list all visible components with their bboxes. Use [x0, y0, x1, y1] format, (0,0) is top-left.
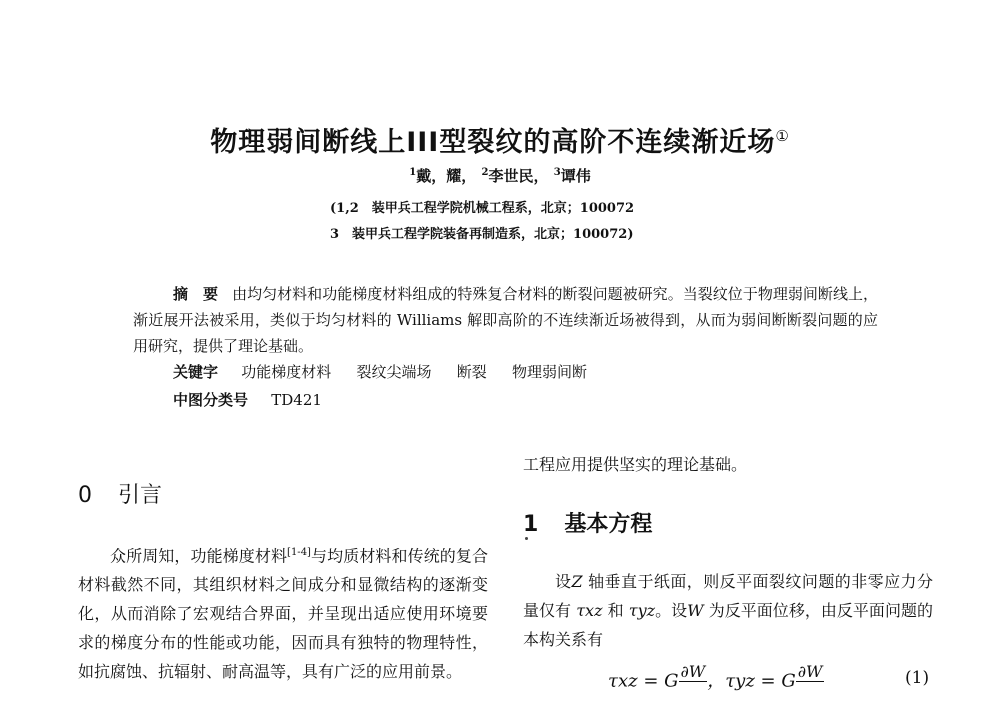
- eq-denominator: [796, 682, 825, 701]
- citation-ref: [1-4]: [287, 547, 311, 558]
- para-text: 众所周知，功能梯度材料: [110, 546, 288, 566]
- para-text: 。设: [655, 601, 688, 620]
- math-tau-yz: τyz: [628, 601, 656, 620]
- author-list: $^1$戴，耀， $^2$李世民， $^3$谭伟: [409, 167, 591, 185]
- section-0-number: 0: [78, 483, 92, 508]
- eq-numerator: ∂W: [680, 662, 706, 681]
- author-3-name: 谭伟: [560, 167, 591, 185]
- classification-value: TD421: [271, 391, 322, 409]
- paper-title: [0, 120, 1000, 159]
- keyword-term: 功能梯度材料: [241, 363, 332, 381]
- section-1-heading: [523, 507, 652, 538]
- para-text: 和: [602, 601, 629, 620]
- para-text: 轴垂直于纸面，则反平面裂纹问题的非零应力分量仅有: [523, 572, 933, 620]
- keywords: [173, 361, 607, 382]
- classification: [173, 389, 322, 410]
- section-0-heading: [78, 478, 162, 509]
- math-w: W: [687, 601, 704, 620]
- keyword-term: 断裂: [456, 363, 487, 381]
- author-1-sup: 1: [409, 167, 417, 178]
- section-1-paragraph: [523, 567, 933, 654]
- math-tau-xz: τxz: [576, 601, 603, 620]
- eq-denominator: [679, 682, 708, 701]
- stray-dot: [525, 537, 528, 540]
- para-text: 为反平面位移，由反平面问题的本构关系有: [523, 601, 933, 649]
- section-1-title: 基本方程: [564, 512, 653, 537]
- math-z: Z: [571, 572, 583, 591]
- equation-1: [608, 662, 824, 701]
- eq-fraction: [796, 662, 825, 701]
- affiliation-1: (1,2 装甲兵工程学院机械工程系，北京；100072: [330, 201, 635, 216]
- equation-number: (1): [905, 668, 930, 688]
- eq-part: ，τyz = G: [707, 670, 796, 692]
- eq-fraction: [679, 662, 708, 701]
- eq-part: τxz = G: [608, 670, 679, 692]
- title-text: 物理弱间断线上III型裂纹的高阶不连续渐近场: [210, 127, 776, 158]
- eq-numerator: ∂W: [797, 662, 823, 681]
- right-column-continuation: 工程应用提供坚实的理论基础。: [523, 455, 748, 474]
- author-1-name: 戴，耀: [416, 167, 462, 185]
- author-2-sup: 2: [481, 167, 489, 178]
- section-1-number: 1: [523, 512, 539, 537]
- abstract: [133, 281, 878, 359]
- para-text: 设: [555, 572, 572, 591]
- abstract-label: 摘 要: [173, 285, 219, 303]
- author-2-name: 李世民: [488, 167, 534, 185]
- affiliation-2: 3 装甲兵工程学院装备再制造系，北京；100072): [330, 227, 634, 242]
- keyword-term: 裂纹尖端场: [356, 363, 432, 381]
- abstract-text: 由均匀材料和功能梯度材料组成的特殊复合材料的断裂问题被研究。当裂纹位于物理弱间断线上，渐近展开法被采用，类似于均匀材料的 Williams 解即高阶的不连续渐近场被得到，从而为弱间断断裂问题的应用研究，提供了理论基础。: [133, 285, 878, 355]
- keywords-label: 关键字: [173, 363, 219, 381]
- section-0-title: 引言: [118, 483, 163, 508]
- para-text: 与均质材料和传统的复合材料截然不同，其组织材料之间成分和显微结构的逐渐变化，从而消除了宏观结合界面，并呈现出适应使用环境要求的梯度分布的性能或功能，因而具有独特的物理特性，如抗腐蚀、抗辐射、耐高温等，具有广泛的应用前景。: [78, 546, 488, 682]
- section-0-paragraph: [78, 538, 488, 686]
- author-3-sup: 3: [553, 167, 561, 178]
- classification-label: 中图分类号: [173, 391, 249, 409]
- title-footnote-mark: ①: [775, 127, 790, 145]
- keyword-term: 物理弱间断: [512, 363, 588, 381]
